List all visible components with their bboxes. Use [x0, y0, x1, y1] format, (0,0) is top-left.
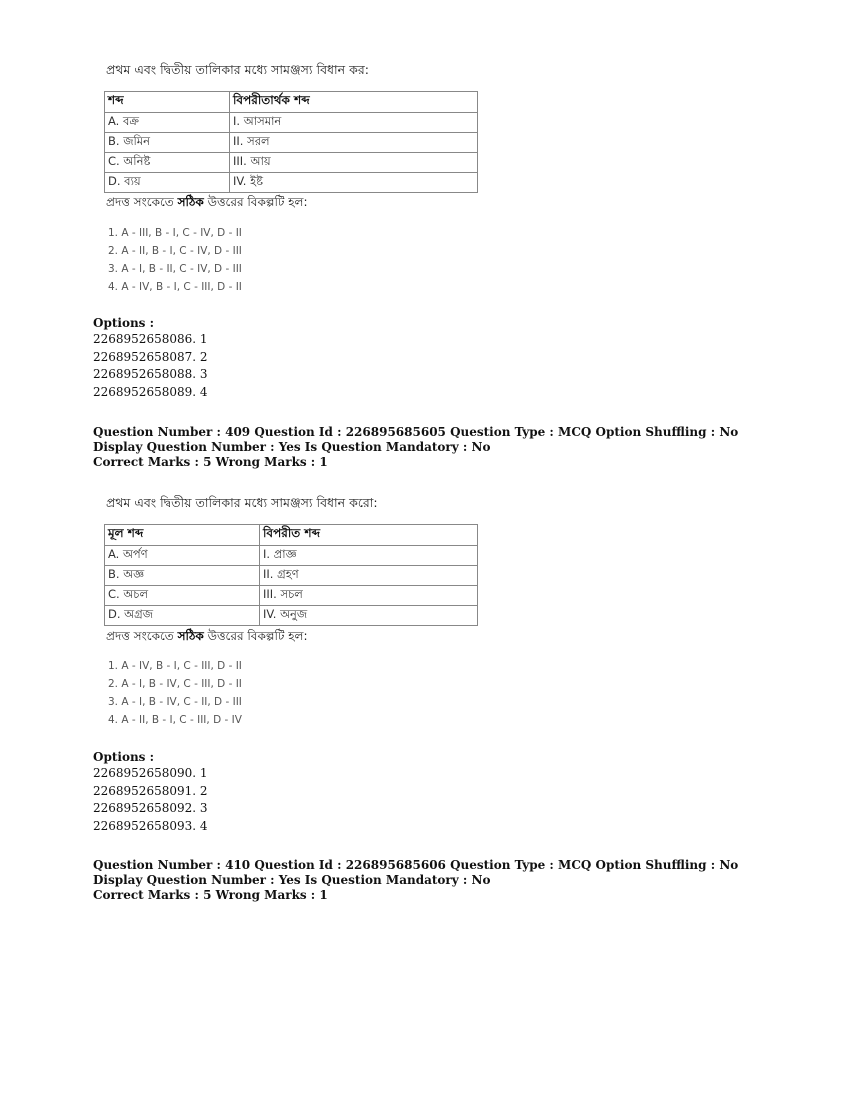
option-item: 2268952658090. 1 [93, 766, 208, 780]
choice-item: 1. A - III, B - I, C - IV, D - II [108, 227, 242, 239]
choice-item: 4. A - II, B - I, C - III, D - IV [108, 714, 242, 726]
choice-list [108, 224, 242, 296]
table-cell: A. বক্র [105, 113, 230, 133]
choice-item: 2. A - I, B - IV, C - III, D - II [108, 678, 242, 690]
option-item: 2268952658086. 1 [93, 332, 208, 346]
choice-item: 2. A - II, B - I, C - IV, D - III [108, 245, 242, 257]
instruction-bold: সঠিক [177, 629, 204, 643]
option-item: 2268952658089. 4 [93, 384, 208, 399]
table-cell: B. অজ্ঞ [105, 566, 260, 586]
instruction [106, 194, 308, 214]
instruction-bold: সঠিক [177, 195, 204, 209]
question-prompt: প্রথম এবং দ্বিতীয় তালিকার মধ্যে সামঞ্জস্য বিধান কর: [106, 62, 369, 77]
choice-list [108, 657, 242, 729]
question-meta: Question Number : 409 Question Id : 226895685605 Question Type : MCQ Option Shuffling : No Display Question Number : Yes Is Question Mandatory : No [93, 425, 739, 454]
table-header-root-words: মূল শব্দ [105, 525, 260, 546]
option-item: 2268952658087. 2 [93, 349, 208, 364]
table-cell: C. অচল [105, 586, 260, 606]
table-cell: IV. অনুজ [260, 606, 478, 626]
table-cell: A. অর্পণ [105, 546, 260, 566]
instruction-text: প্রদত্ত সংকেতে [106, 629, 178, 643]
choice-item: 3. A - I, B - II, C - IV, D - III [108, 263, 242, 275]
marks-info: Correct Marks : 5 Wrong Marks : 1 [93, 888, 328, 902]
table-cell: C. অনিষ্ট [105, 153, 230, 173]
table-cell: II. সরল [230, 133, 478, 153]
table-cell: III. সচল [260, 586, 478, 606]
choice-item: 3. A - I, B - IV, C - II, D - III [108, 696, 242, 708]
table-cell: D. ব্যয় [105, 173, 230, 193]
options-label: Options : [93, 750, 155, 764]
choice-item: 1. A - IV, B - I, C - III, D - II [108, 660, 242, 672]
matching-table [104, 91, 478, 193]
table-cell: IV. ইষ্ট [230, 173, 478, 193]
choice-item: 4. A - IV, B - I, C - III, D - II [108, 281, 242, 293]
option-item: 2268952658091. 2 [93, 783, 208, 798]
option-item: 2268952658092. 3 [93, 801, 208, 815]
table-cell: II. গ্রহণ [260, 566, 478, 586]
table-header-antonyms: বিপরীতার্থক শব্দ [230, 92, 478, 113]
instruction [106, 628, 308, 648]
options-list [93, 765, 208, 835]
option-item: 2268952658088. 3 [93, 367, 208, 381]
matching-table [104, 524, 478, 626]
marks-info: Correct Marks : 5 Wrong Marks : 1 [93, 455, 328, 469]
question-prompt: প্রথম এবং দ্বিতীয় তালিকার মধ্যে সামঞ্জস্য বিধান করো: [106, 495, 378, 510]
instruction-text: উত্তরের বিকল্পটি হল: [203, 629, 308, 643]
table-cell: I. আসমান [230, 113, 478, 133]
table-cell: III. আয় [230, 153, 478, 173]
instruction-text: প্রদত্ত সংকেতে [106, 195, 178, 209]
options-label: Options : [93, 316, 155, 330]
table-header-words: শব্দ [105, 92, 230, 113]
table-header-opposites: বিপরীত শব্দ [260, 525, 478, 546]
table-cell: D. অগ্রজ [105, 606, 260, 626]
table-cell: B. জমিন [105, 133, 230, 153]
instruction-text: উত্তরের বিকল্পটি হল: [203, 195, 308, 209]
table-cell: I. প্রাজ্ঞ [260, 546, 478, 566]
question-meta: Question Number : 410 Question Id : 226895685606 Question Type : MCQ Option Shuffling : No Display Question Number : Yes Is Question Mandatory : No [93, 858, 739, 887]
options-list [93, 331, 208, 401]
option-item: 2268952658093. 4 [93, 818, 208, 833]
